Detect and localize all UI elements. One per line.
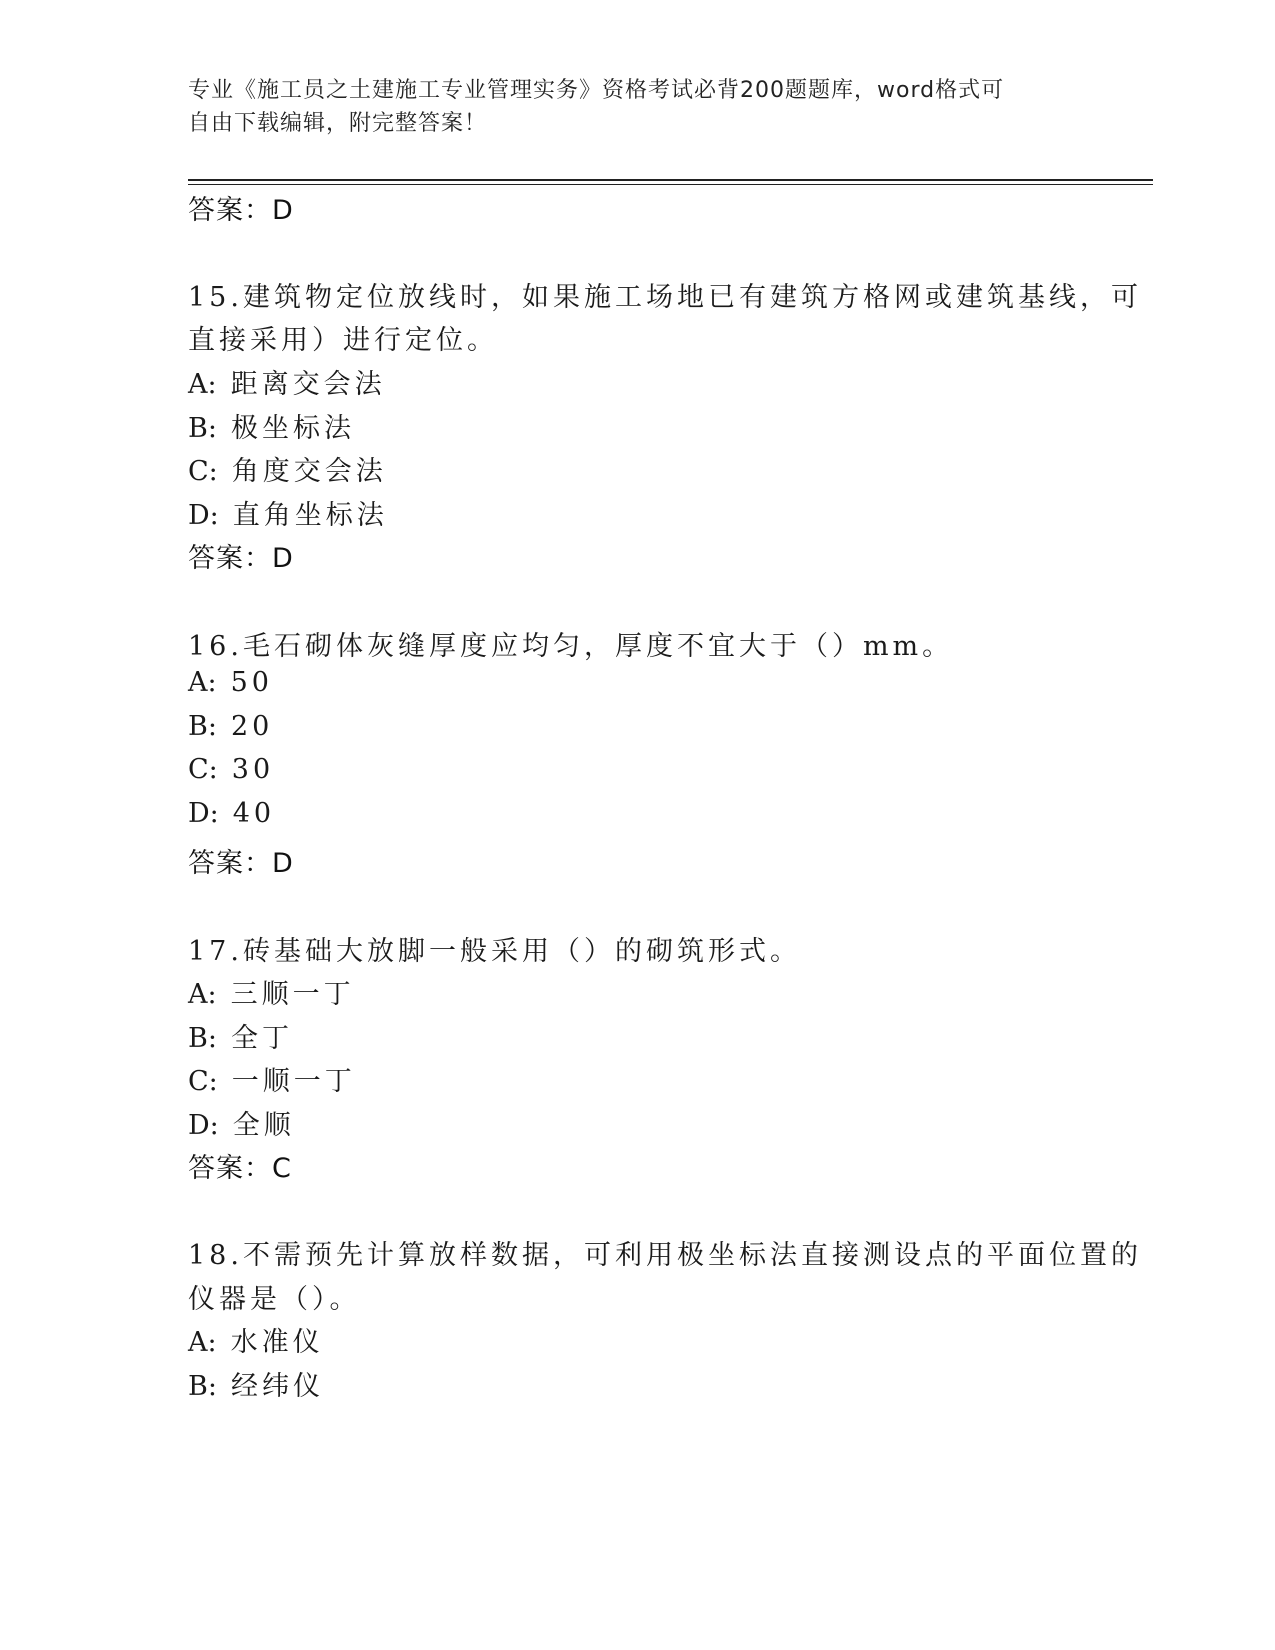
option-letter: C: [188, 754, 218, 785]
option-text: 全丁 [230, 1023, 293, 1054]
option-text: 一顺一丁 [231, 1066, 356, 1097]
header-line-2: 自由下载编辑，附完整答案！ [188, 111, 488, 136]
header-line-1: 专业《施工员之土建施工专业管理实务》资格考试必背200题题库，word格式可 [188, 78, 1005, 103]
option-letter: C: [188, 1066, 218, 1097]
option-letter: C: [188, 456, 218, 487]
question-stem: 15.建筑物定位放线时，如果施工场地已有建筑方格网或建筑基线，可 [188, 282, 1142, 313]
option-letter: B: [188, 1371, 217, 1402]
option-letter: A: [188, 667, 217, 698]
option-text: 极坐标法 [230, 413, 355, 444]
question-stem-cont: 直接采用）进行定位。 [188, 325, 498, 356]
option-text: 角度交会法 [231, 456, 387, 487]
question-stem: 16.毛石砌体灰缝厚度应均匀，厚度不宜大于（）mm。 [188, 631, 954, 662]
option-letter: B: [188, 711, 217, 742]
option-text: 水准仪 [230, 1327, 324, 1358]
question-stem: 17.砖基础大放脚一般采用（）的砌筑形式。 [188, 936, 801, 967]
option-letter: A: [188, 979, 217, 1010]
page-header [188, 74, 1068, 140]
option-c [188, 754, 274, 785]
option-text: 全顺 [232, 1110, 295, 1141]
option-c [188, 1059, 356, 1098]
option-text: 三顺一丁 [230, 979, 355, 1010]
option-letter: D: [188, 500, 219, 531]
option-b [188, 1364, 324, 1403]
question-stem-cont: 仪器是（）。 [188, 1284, 361, 1315]
answer-line: 答案：D [188, 543, 294, 574]
option-text: 距离交会法 [230, 369, 386, 400]
option-letter: A: [188, 369, 217, 400]
option-text: 经纬仪 [230, 1371, 324, 1402]
answer-line: 答案：D [188, 195, 294, 226]
option-text: 20 [230, 711, 274, 742]
answer-line: 答案：C [188, 1153, 292, 1184]
option-letter: D: [188, 798, 219, 829]
option-text: 30 [231, 754, 275, 785]
option-text: 直角坐标法 [232, 500, 388, 531]
option-letter: D: [188, 1110, 219, 1141]
option-letter: B: [188, 413, 217, 444]
option-letter: A: [188, 1327, 217, 1358]
option-a [188, 972, 355, 1011]
option-b [188, 1016, 293, 1055]
option-c [188, 449, 387, 488]
option-a [188, 362, 386, 401]
option-letter: B: [188, 1023, 217, 1054]
option-b [188, 711, 273, 742]
option-d [188, 493, 388, 532]
option-d [188, 798, 275, 829]
question-stem: 18.不需预先计算放样数据，可利用极坐标法直接测设点的平面位置的 [188, 1240, 1142, 1271]
option-a [188, 1320, 324, 1359]
option-text: 40 [232, 798, 276, 829]
header-rule [188, 179, 1153, 181]
header-rule-thin [188, 184, 1153, 185]
option-d [188, 1103, 295, 1142]
option-text: 50 [230, 667, 273, 698]
answer-line: 答案：D [188, 848, 294, 879]
option-a [188, 667, 273, 698]
option-b [188, 406, 355, 445]
